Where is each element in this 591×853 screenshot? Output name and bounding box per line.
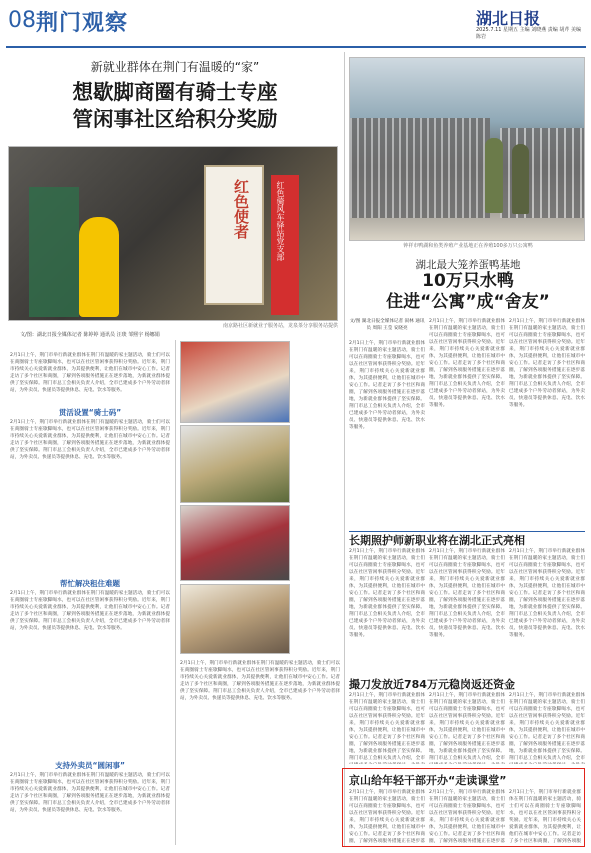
- photo-banner-text: 红色骑风车驿站党支部: [276, 181, 285, 261]
- lawyer-body-2: 2月1日上午，荆门市举行新就业群体在荆门有温暖的家主题活动，骑士们可以在商圈骑士专座歇脚喝水，也可以在社区管闲事获得积分奖励。近年来，荆门市持续关心关爱新就业群体，为其提供便利，让他们在城市中安心工作。记者走访了多个社区和商圈，了解到各项服务措施正在逐步落地，为新就业群体提供了坚实保障。荆门市总工会相关负责人介绍，全市已建成多个户外劳动者驿站，为外卖员、快递员等提供休息、充电、饮水等服务。: [429, 549, 505, 638]
- main-photo: [8, 146, 338, 321]
- pay-body-2: 2月1日上午，荆门市举行新就业群体在荆门有温暖的家主题活动，骑士们可以在商圈骑士专座歇脚喝水，也可以在社区管闲事获得积分奖励。近年来，荆门市持续关心关爱新就业群体，为其提供便利，让他们在城市中安心工作。记者走访了多个社区和商圈，了解到各项服务措施正在逐步落地，为新就业群体提供了坚实保障。荆门市总工会相关负责人介绍，全市: [429, 693, 505, 761]
- main-body-4: 2月1日上午，荆门市举行新就业群体在荆门有温暖的家主题活动，骑士们可以在商圈骑士专座歇脚喝水，也可以在社区管闲事获得积分奖励。近年来，荆门市持续关心关爱新就业群体，为其提供便利，让他们在城市中安心工作。记者走访了多个社区和商圈，了解到各项服务措施正在逐步落地，为新就业群体提供了坚实保障。荆门市总工会相关负责人介绍，全市已建成多个户外劳动者驿站，为外卖员、快递员等提供休息、充电、饮水等服务。: [10, 773, 170, 813]
- main-section-3: 支持外卖员“圆闲事”: [55, 761, 125, 770]
- class-body-1: 2月1日上午，荆门市举行新就业群体在荆门有温暖的家主题活动，骑士们可以在商圈骑士专座歇脚喝水，也可以在社区管闲事获得积分奖励。近年来，荆门市持续关心关爱新就业群体，为其提供便利，让他们在城市中安心工作。记者走访了多个社区和商圈，了解到各项服务措施正在逐步落: [349, 790, 425, 843]
- paper-logo: 湖北日报: [476, 9, 541, 28]
- main-section-1: 贯活设置“骑士码”: [58, 408, 122, 417]
- photo-sign: [204, 165, 264, 305]
- main-photo-caption: 南京路社区新就业子服务站，龙泉茶分享服务站提供: [222, 323, 338, 329]
- lawyer-body-3: 2月1日上午，荆门市举行新就业群体在荆门有温暖的家主题活动，骑士们可以在商圈骑士专座歇脚喝水，也可以在社区管闲事获得积分奖励。近年来，荆门市持续关心关爱新就业群体，为其提供便利，让他们在城市中安心工作。记者走访了多个社区和商圈，了解到各项服务措施正在逐步落地，为新就业群体提供了坚实保障。荆门市总工会相关负责人介绍，全市已建成多个户外劳动者驿站，为外卖员、快递员等提供休息、充电、饮水等服务。: [509, 549, 585, 638]
- duck-headline-line2: 住进“公寓”成“舍友”: [386, 292, 550, 312]
- photo-worker-1: [485, 138, 503, 213]
- center-photo-2: [180, 425, 290, 503]
- photo-cage-left: [350, 118, 490, 218]
- center-photo-4: [180, 584, 290, 654]
- class-body-2: 2月1日上午，荆门市举行新就业群体在荆门有温暖的家主题活动，骑士们可以在商圈骑士专座歇脚喝水，也可以在社区管闲事获得积分奖励。近年来，荆门市持续关心关爱新就业群体，为其提供便利，让他们在城市中安心工作。记者走访了多个社区和商圈，了解到各项服务措施正在逐步落: [429, 790, 505, 843]
- center-photo-1: [180, 341, 290, 423]
- lawyer-body-1: 2月1日上午，荆门市举行新就业群体在荆门有温暖的家主题活动，骑士们可以在商圈骑士专座歇脚喝水，也可以在社区管闲事获得积分奖励。近年来，荆门市持续关心关爱新就业群体，为其提供便利，让他们在城市中安心工作。记者走访了多个社区和商圈，了解到各项服务措施正在逐步落地，为新就业群体提供了坚实保障。荆门市总工会相关负责人介绍，全市已建成多个户外劳动者驿站，为外卖员、快递员等提供休息、充电、饮水等服务。: [349, 549, 425, 638]
- main-section-2: 帮忙解决租住难题: [60, 579, 120, 588]
- class-body-3: 2月1日上午，荆门市举行新就业群体在荆门有温暖的家主题活动，骑士们可以在商圈骑士专座歇脚喝水，也可以在社区管闲事获得积分奖励。近年来，荆门市持续关心关爱新就业群体，为其提供便利，让他们在城市中安心工作。记者走访了多个社区和商圈，了解到各项服: [509, 790, 581, 843]
- duck-body-1: 2月1日上午，荆门市举行新就业群体在荆门有温暖的家主题活动，骑士们可以在商圈骑士专座歇脚喝水，也可以在社区管闲事获得积分奖励。近年来，荆门市持续关心关爱新就业群体，为其提供便利，让他们在城市中安心工作。记者走访了多个社区和商圈，了解到各项服务措施正在逐步落地，为新就业群体提供了坚实保障。荆门市总工会相关负责人介绍，全市已建成多个户外劳动者驿站，为外卖员、快递员等提供休息、充电、饮水等服务。: [349, 341, 425, 430]
- duck-body-2: 2月1日上午，荆门市举行新就业群体在荆门有温暖的家主题活动，骑士们可以在商圈骑士专座歇脚喝水，也可以在社区管闲事获得积分奖励。近年来，荆门市持续关心关爱新就业群体，为其提供便利，让他们在城市中安心工作。记者走访了多个社区和商圈，了解到各项服务措施正在逐步落地，为新就业群体提供了坚实保障。荆门市总工会相关负责人介绍，全市已建成多个户外劳动者驿站，为外卖员、快递员等提供休息、充电、饮水等服务。: [429, 319, 505, 408]
- pay-headline: 撮刀发放近784万元稳岗返还资金: [349, 678, 515, 691]
- photo-door: [29, 187, 79, 317]
- main-body-1: 2月1日上午，荆门市举行新就业群体在荆门有温暖的家主题活动，骑士们可以在商圈骑士专座歇脚喝水，也可以在社区管闲事获得积分奖励。近年来，荆门市持续关心关爱新就业群体，为其提供便利，让他们在城市中安心工作。记者走访了多个社区和商圈，了解到各项服务措施正在逐步落地，为新就业群体提供了坚实保障。荆门市总工会相关负责人介绍，全市已建成多个户外劳动者驿站，为外卖员、快递员等提供休息、充电、饮水等服务。: [10, 353, 170, 393]
- duck-photo: [349, 57, 585, 241]
- duck-subhead: 湖北最大笼养蛋鸭基地: [415, 259, 521, 271]
- main-headline: [8, 79, 342, 133]
- main-byline: 文/图：湖北日报全媒体记者 陈婷婷 通讯员 汪琰 邹熙宇 杨娜娟: [20, 332, 160, 338]
- column-divider-2: [344, 52, 345, 847]
- main-body-3: 2月1日上午，荆门市举行新就业群体在荆门有温暖的家主题活动，骑士们可以在商圈骑士专座歇脚喝水，也可以在社区管闲事获得积分奖励。近年来，荆门市持续关心关爱新就业群体，为其提供便利，让他们在城市中安心工作。记者走访了多个社区和商圈，了解到各项服务措施正在逐步落地，为新就业群体提供了坚实保障。荆门市总工会相关负责人介绍，全市已建成多个户外劳动者驿站，为外卖员、快递员等提供休息、充电、饮水等服务。: [10, 591, 170, 631]
- center-photo-3: [180, 505, 290, 581]
- section-title: 荆门观察: [36, 11, 129, 36]
- duck-photo-caption: 钟祥市鸭湖和鱼类养殖产业基地正在养殖100多万只公寓鸭: [403, 243, 533, 249]
- main-headline-line2: 管闲事社区给积分奖励: [72, 107, 278, 131]
- date-line: 2025.7.11 星期五 主编 刘晓燕 责编 胡芹 美编 陈岩: [476, 27, 581, 40]
- duck-headline-line1: 10万只水鸭: [422, 271, 514, 291]
- page-number: 08: [8, 8, 36, 33]
- header-rule: [6, 46, 586, 48]
- main-kicker: 新就业群体在荆门有温暖的“家”: [90, 60, 260, 74]
- duck-byline: 文/图 湖北日报全媒体记者 叙林 通讯员 周阳 王莹 安晓亮: [349, 319, 425, 331]
- lawyer-headline: 长期照护师新职业将在湖北正式亮相: [349, 534, 525, 547]
- main-body-2: 2月1日上午，荆门市举行新就业群体在荆门有温暖的家主题活动，骑士们可以在商圈骑士专座歇脚喝水，也可以在社区管闲事获得积分奖励。近年来，荆门市持续关心关爱新就业群体，为其提供便利，让他们在城市中安心工作。记者走访了多个社区和商圈，了解到各项服务措施正在逐步落地，为新就业群体提供了坚实保障。荆门市总工会相关负责人介绍，全市已建成多个户外劳动者驿站，为外卖员、快递员等提供休息、充电、饮水等服务。: [10, 420, 170, 460]
- photo-worker-2: [512, 144, 529, 214]
- main-headline-line1: 想歇脚商圈有骑士专座: [72, 80, 278, 104]
- photo-rider: [79, 217, 119, 317]
- class-headline: 京山给年轻干部开办“走读课堂”: [349, 774, 507, 787]
- photo-banner: [271, 175, 299, 315]
- pay-body-3: 2月1日上午，荆门市举行新就业群体在荆门有温暖的家主题活动，骑士们可以在商圈骑士专座歇脚喝水，也可以在社区管闲事获得积分奖励。近年来，荆门市持续关心关爱新就业群体，为其提供便利，让他们在城市中安心工作。记者走访了多个社区和商圈，了解到各项服务措施正在逐步落地，为新就业群体提供了坚实保障。荆门市总工会相关负责人介绍，全市: [509, 693, 585, 761]
- center-body: 2月1日上午，荆门市举行新就业群体在荆门有温暖的家主题活动，骑士们可以在商圈骑士专座歇脚喝水，也可以在社区管闲事获得积分奖励。近年来，荆门市持续关心关爱新就业群体，为其提供便利，让他们在城市中安心工作。记者走访了多个社区和商圈，了解到各项服务措施正在逐步落地，为新就业群体提供了坚实保障。荆门市总工会相关负责人介绍，全市已建成多个户外劳动者驿站，为外卖员、快递员等提供休息、充电、饮水等服务。: [180, 661, 340, 701]
- photo-sign-text: 红色使者: [232, 179, 250, 239]
- pay-body-1: 2月1日上午，荆门市举行新就业群体在荆门有温暖的家主题活动，骑士们可以在商圈骑士专座歇脚喝水，也可以在社区管闲事获得积分奖励。近年来，荆门市持续关心关爱新就业群体，为其提供便利，让他们在城市中安心工作。记者走访了多个社区和商圈，了解到各项服务措施正在逐步落地，为新就业群体提供了坚实保障。荆门市总工会相关负责人介绍，全市: [349, 693, 425, 761]
- duck-body-3: 2月1日上午，荆门市举行新就业群体在荆门有温暖的家主题活动，骑士们可以在商圈骑士专座歇脚喝水，也可以在社区管闲事获得积分奖励。近年来，荆门市持续关心关爱新就业群体，为其提供便利，让他们在城市中安心工作。记者走访了多个社区和商圈，了解到各项服务措施正在逐步落地，为新就业群体提供了坚实保障。荆门市总工会相关负责人介绍，全市已建成多个户外劳动者驿站，为外卖员、快递员等提供休息、充电、饮水等服务。: [509, 319, 585, 408]
- column-divider-1: [175, 340, 176, 845]
- duck-headline: [350, 271, 586, 313]
